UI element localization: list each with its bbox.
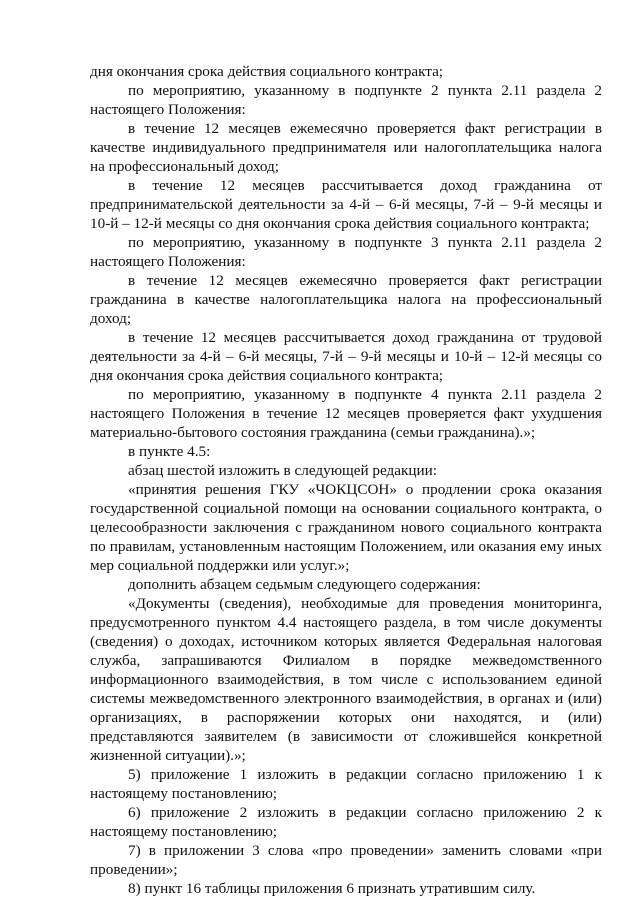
document-body: [90, 62, 602, 898]
paragraph-7: в течение 12 месяцев рассчитывается доход гражданина от трудовой деятельности за 4-й – 6-й месяцы, 7-й – 9-й месяцы и 10-й – 12-й месяцы со дня окончания срока действия социального контракта;: [90, 329, 602, 384]
paragraph-15: 6) приложение 2 изложить в редакции согласно приложению 2 к настоящему постановлению;: [90, 804, 602, 840]
paragraph-6: в течение 12 месяцев ежемесячно проверяется факт регистрации гражданина в качестве налогоплательщика налога на профессиональный доход;: [90, 272, 602, 327]
paragraph-2: по мероприятию, указанному в подпункте 2 пункта 2.11 раздела 2 настоящего Положения:: [90, 82, 602, 118]
paragraph-13: «Документы (сведения), необходимые для проведения мониторинга, предусмотренного пунктом 4.4 настоящего раздела, в том числе документы (сведения) о доходах, источником которых является Федеральная налоговая служба, запрашиваются Филиалом в порядке межведомственного информационного взаимодействия, в том числе с использованием единой системы межведомственного электронного взаимодействия, в органах и (или) организациях, в распоряжении которых они находятся, и (или) представляются заявителем (в зависимости от сложившейся конкретной жизненной ситуации).»;: [90, 595, 602, 764]
paragraph-12: дополнить абзацем седьмым следующего содержания:: [128, 576, 481, 593]
paragraph-10: абзац шестой изложить в следующей редакции:: [128, 462, 437, 479]
paragraph-1: дня окончания срока действия социального контракта;: [90, 63, 444, 80]
paragraph-16: 7) в приложении 3 слова «про проведении» заменить словами «при проведении»;: [90, 842, 602, 878]
paragraph-11: «принятия решения ГКУ «ЧОКЦСОН» о продлении срока оказания государственной социальной помощи на основании социального контракта, о целесообразности заключения с гражданином нового социального контракта по правилам, установленным настоящим Положением, или оказания ему иных мер социальной поддержки или услуг.»;: [90, 481, 602, 574]
paragraph-17: 8) пункт 16 таблицы приложения 6 признать утратившим силу.: [128, 880, 536, 897]
paragraph-4: в течение 12 месяцев рассчитывается доход гражданина от предпринимательской деятельности за 4-й – 6-й месяцы, 7-й – 9-й месяцы и 10-й – 12-й месяцы со дня окончания срока действия социального контракта;: [90, 177, 602, 232]
paragraph-9: в пункте 4.5:: [128, 443, 211, 460]
paragraph-14: 5) приложение 1 изложить в редакции согласно приложению 1 к настоящему постановлению;: [90, 766, 602, 802]
paragraph-3: в течение 12 месяцев ежемесячно проверяется факт регистрации в качестве индивидуального предпринимателя или налогоплательщика налога на профессиональный доход;: [90, 120, 602, 175]
paragraph-8: по мероприятию, указанному в подпункте 4 пункта 2.11 раздела 2 настоящего Положения в течение 12 месяцев проверяется факт ухудшения материально-бытового состояния гражданина (семьи гражданина).»;: [90, 386, 602, 441]
paragraph-5: по мероприятию, указанному в подпункте 3 пункта 2.11 раздела 2 настоящего Положения:: [90, 234, 602, 270]
